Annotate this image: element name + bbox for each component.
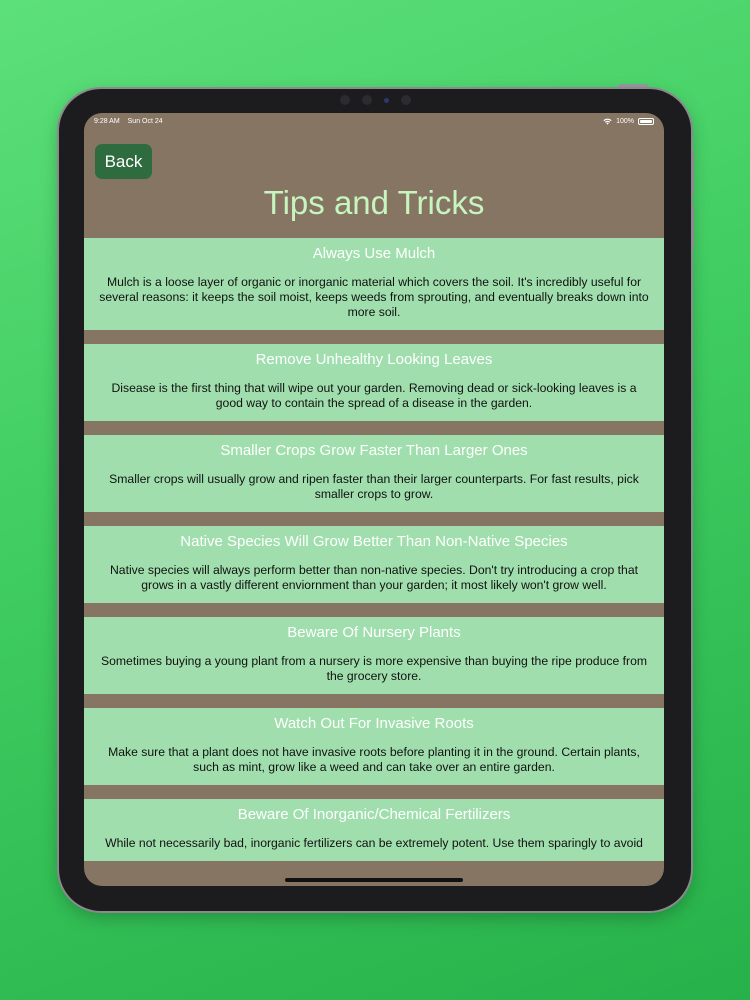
tip-card: [84, 344, 664, 421]
status-time: 9:28 AM: [94, 117, 120, 125]
battery-icon: [638, 118, 654, 125]
tip-title: Remove Unhealthy Looking Leaves: [255, 351, 493, 368]
tip-card: [84, 799, 664, 861]
sensor-icon: [401, 95, 411, 105]
camera-icon: [384, 98, 389, 103]
tip-title: Native Species Will Grow Better Than Non-Native Species: [180, 533, 568, 550]
tip-card: [84, 526, 664, 603]
tip-body: Sometimes buying a young plant from a nursery is more expensive than buying the ripe produce from the grocery store.: [100, 654, 647, 683]
tips-list[interactable]: [84, 238, 664, 861]
status-date: Sun Oct 24: [127, 117, 163, 125]
tip-title: Smaller Crops Grow Faster Than Larger Ones: [220, 442, 528, 459]
wifi-icon: [603, 118, 612, 125]
tip-body: Mulch is a loose layer of organic or inorganic material which covers the soil. It's incredibly useful for several reasons: it keeps the soil moist, keeps weeds from sprouting, and eventually breaks down into more soil.: [99, 275, 649, 319]
tip-body: While not necessarily bad, inorganic fertilizers can be extremely potent. Use them sparingly to avoid: [105, 836, 643, 850]
tip-body: Disease is the first thing that will wipe out your garden. Removing dead or sick-looking leaves is a good way to contain the spread of a disease in the garden.: [111, 381, 637, 410]
back-button[interactable]: Back: [95, 144, 152, 179]
tip-card: [84, 435, 664, 512]
sensor-icon: [362, 95, 372, 105]
page-title: Tips and Tricks: [263, 184, 485, 221]
tip-body: Make sure that a plant does not have invasive roots before planting it in the ground. Certain plants, such as mint, grow like a weed and can take over an entire garden.: [108, 745, 640, 774]
tip-title: Always Use Mulch: [312, 245, 436, 262]
sensor-icon: [340, 95, 350, 105]
tip-card: [84, 708, 664, 785]
tip-title: Watch Out For Invasive Roots: [274, 715, 474, 732]
tip-body: Smaller crops will usually grow and ripen faster than their larger counterparts. For fast results, pick smaller crops to grow.: [109, 472, 639, 501]
top-button: [618, 84, 648, 88]
tip-title: Beware Of Nursery Plants: [287, 624, 461, 641]
status-bar: [84, 113, 664, 129]
app-screen: [84, 113, 664, 886]
tip-card: [84, 617, 664, 694]
tip-body: Native species will always perform better than non-native species. Don't try introducing a crop that grows in a vastly different enviornment than your garden; it most likely won't grow well.: [110, 563, 638, 592]
tip-card: [84, 238, 664, 330]
header: [84, 129, 664, 238]
camera-bar: [59, 95, 691, 105]
home-indicator[interactable]: [285, 878, 463, 882]
tip-title: Beware Of Inorganic/Chemical Fertilizers: [237, 806, 511, 823]
battery-percent: 100%: [616, 117, 634, 125]
